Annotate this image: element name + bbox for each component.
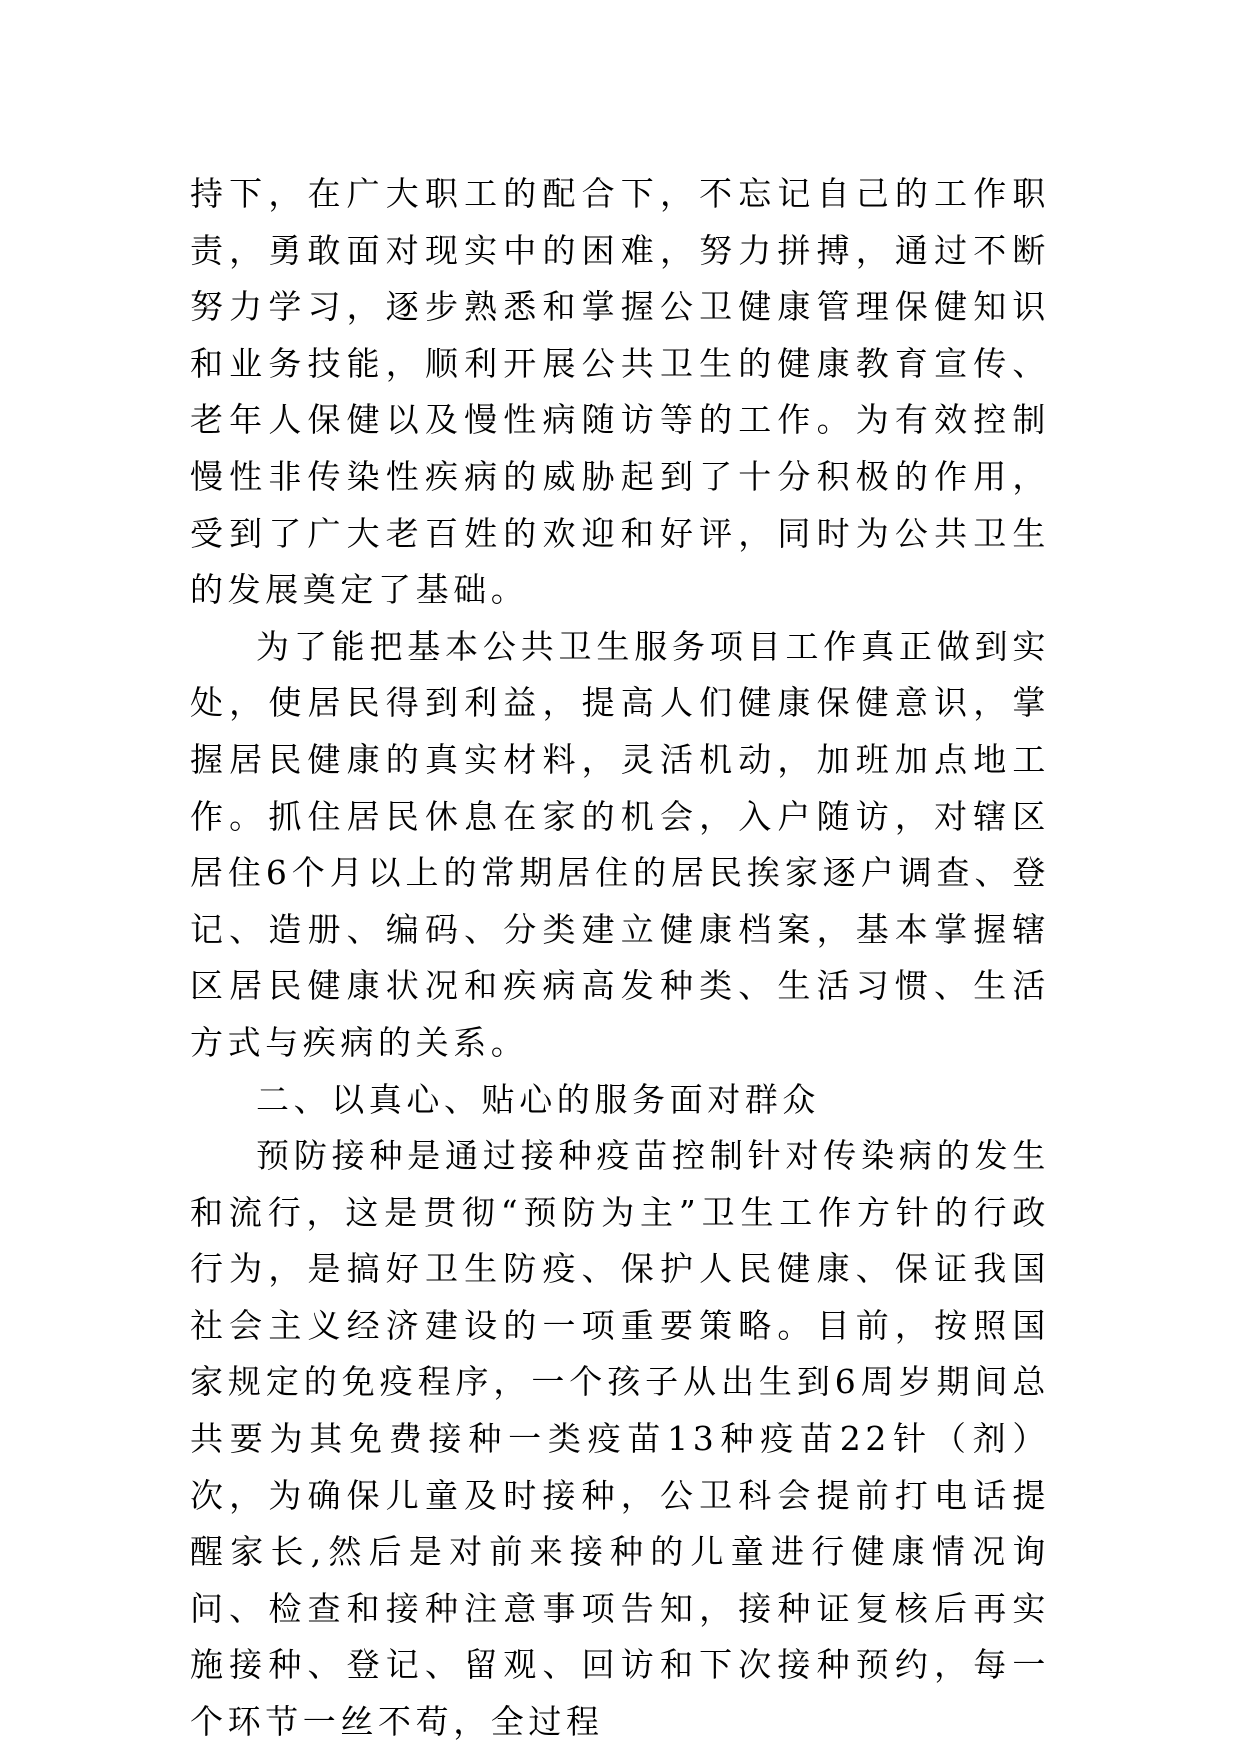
section-heading-2: 二、以真心、贴心的服务面对群众 xyxy=(256,1079,820,1119)
paragraph-2: 为了能把基本公共卫生服务项目工作真正做到实处，使居民得到利益，提高人们健康保健意识，掌握居民健康的真实材料，灵活机动，加班加点地工作。抓住居民休息在家的机会，入户随访，对辖区居住6个月以上的常期居住的居民挨家逐户调查、登记、造册、编码、分类建立健康档案，基本掌握辖区居民健康状况和疾病高发种类、生活习惯、生活方式与疾病的关系。 xyxy=(190,626,1050,1062)
document-body xyxy=(190,166,1050,1751)
paragraph-3: 预防接种是通过接种疫苗控制针对传染病的发生和流行，这是贯彻“预防为主”卫生工作方针的行政行为，是搞好卫生防疫、保护人民健康、保证我国社会主义经济建设的一项重要策略。目前，按照国家规定的免疫程序，一个孩子从出生到6周岁期间总共要为其免费接种一类疫苗13种疫苗22针（剂）次，为确保儿童及时接种，公卫科会提前打电话提醒家长,然后是对前来接种的儿童进行健康情况询问、检查和接种注意事项告知，接种证复核后再实施接种、登记、留观、回访和下次接种预约，每一个环节一丝不苟，全过程 xyxy=(190,1136,1050,1742)
paragraph-1: 持下，在广大职工的配合下，不忘记自己的工作职责，勇敢面对现实中的困难，努力拼搏，通过不断努力学习，逐步熟悉和掌握公卫健康管理保健知识和业务技能，顺利开展公共卫生的健康教育宣传、老年人保健以及慢性病随访等的工作。为有效控制慢性非传染性疾病的威胁起到了十分积极的作用，受到了广大老百姓的欢迎和好评，同时为公共卫生的发展奠定了基础。 xyxy=(190,174,1050,610)
